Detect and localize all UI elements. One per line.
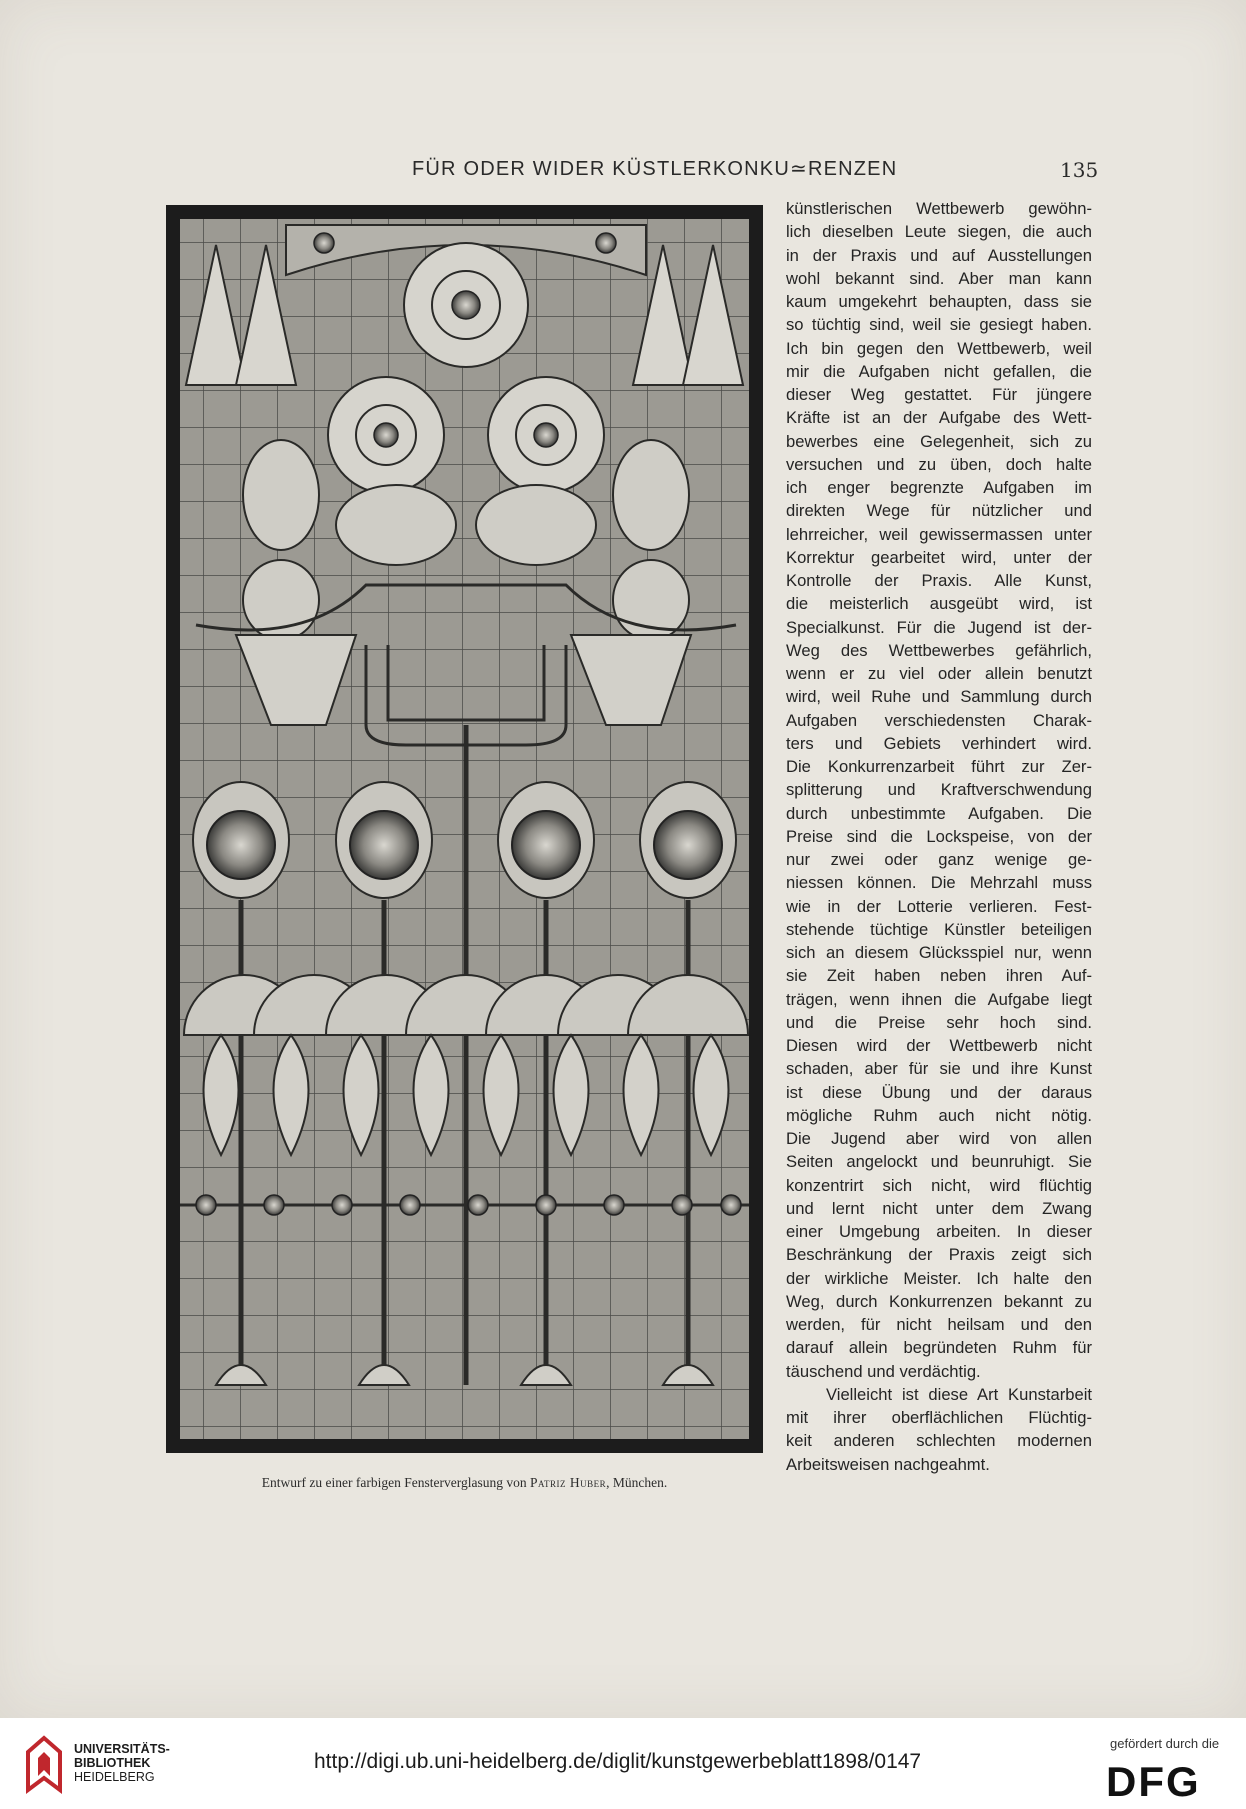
text-line: Ich bin gegen den Wettbewerb, weil xyxy=(786,338,1092,358)
text-line: so tüchtig sind, weil sie gesiegt haben. xyxy=(786,315,1092,335)
text-line: Beschränkung der Praxis zeigt sich xyxy=(786,1245,1092,1265)
text-line: Diesen wird der Wettbewerb nicht xyxy=(786,1036,1092,1055)
text-line: der wirkliche Meister. Ich halte den xyxy=(786,1268,1092,1288)
text-line: keit anderen schlechten modernen xyxy=(786,1431,1092,1451)
text-line: Specialkunst. Für die Jugend ist der- xyxy=(786,617,1092,637)
text-line: versuchen und zu üben, doch halte xyxy=(786,454,1092,474)
caption-artist: Patriz Huber xyxy=(529,1475,607,1490)
text-line: bewerbes eine Gelegenheit, sich zu xyxy=(786,431,1092,451)
caption-prefix: Entwurf zu einer farbigen Fensterverglasung von xyxy=(261,1475,527,1490)
text-line: sie Zeit haben neben ihren Auf- xyxy=(786,966,1092,986)
text-line: künstlerischen Wettbewerb gewöhn- xyxy=(786,199,1092,218)
text-line: Kontrolle der Praxis. Alle Kunst, xyxy=(786,571,1092,590)
text-line: Die Jugend aber wird von allen xyxy=(786,1129,1092,1148)
source-url-link[interactable]: http://digi.ub.uni-heidelberg.de/diglit/kunstgewerbeblatt1898/0147 xyxy=(314,1750,922,1773)
text-line: direkten Wege für nützlicher und xyxy=(786,501,1092,521)
text-line: Weg, durch Konkurrenzen bekannt zu xyxy=(786,1291,1092,1311)
dfg-logo: DFG xyxy=(1106,1758,1201,1805)
text-line: Aufgaben verschiedensten Charak- xyxy=(786,710,1092,730)
body-text-column xyxy=(786,197,1092,1476)
text-line: in der Praxis und auf Ausstellungen xyxy=(786,245,1092,265)
text-line: wie in der Lotterie verlieren. Fest- xyxy=(786,896,1092,916)
text-line: die meisterlich ausgeübt wird, ist xyxy=(786,594,1092,614)
text-line: schaden, aber für sie und ihre Kunst xyxy=(786,1059,1092,1079)
library-line-2: BIBLIOTHEK xyxy=(74,1756,151,1770)
text-line: und die Preise sehr hoch sind. xyxy=(786,1012,1092,1032)
text-line: Die Konkurrenzarbeit führt zur Zer- xyxy=(786,757,1092,776)
stained-glass-illustration xyxy=(166,205,763,1453)
text-line: wird, weil Ruhe und Sammlung durch xyxy=(786,687,1092,707)
text-line: Weg des Wettbewerbes gefährlich, xyxy=(786,640,1092,660)
text-line: kaum umgekehrt behaupten, dass sie xyxy=(786,292,1092,311)
text-line: Preise sind die Lockspeise, von der xyxy=(786,826,1092,846)
text-line: sich an diesem Glücksspiel nur, wenn xyxy=(786,943,1092,962)
text-line: mögliche Ruhm auch nicht nötig. xyxy=(786,1105,1092,1125)
library-name xyxy=(74,1742,170,1784)
stained-glass-drawing xyxy=(166,205,763,1453)
text-line: mit ihrer oberflächlichen Flüchtig- xyxy=(786,1408,1092,1427)
figure-caption xyxy=(166,1475,763,1491)
page-number: 135 xyxy=(1060,158,1099,182)
library-line-1: UNIVERSITÄTS- xyxy=(74,1742,170,1756)
text-line: und lernt nicht unter dem Zwang xyxy=(786,1198,1092,1218)
text-line: darauf allein begründeten Ruhm für xyxy=(786,1338,1092,1358)
text-line: nur zwei oder ganz wenige ge- xyxy=(786,850,1092,869)
text-line: einer Umgebung arbeiten. In dieser xyxy=(786,1222,1092,1241)
text-line: Vielleicht ist diese Art Kunstarbeit xyxy=(826,1384,1092,1404)
text-line: Kräfte ist an der Aufgabe des Wett- xyxy=(786,408,1092,428)
text-line: wohl bekannt sind. Aber man kann xyxy=(786,268,1092,288)
text-line: Seiten angelockt und beunruhigt. Sie xyxy=(786,1152,1092,1172)
text-line: lich dieselben Leute siegen, die auch xyxy=(786,222,1092,242)
running-head xyxy=(0,156,1246,186)
text-line: ters und Gebiets verhindert wird. xyxy=(786,733,1092,753)
text-line: mir die Aufgaben nicht gefallen, die xyxy=(786,361,1092,381)
library-line-3: HEIDELBERG xyxy=(74,1770,155,1784)
digitization-footer xyxy=(0,1718,1246,1809)
text-line: ich enger begrenzte Aufgaben im xyxy=(786,478,1092,497)
text-line: durch unbestimmte Aufgaben. Die xyxy=(786,803,1092,823)
funding-label: gefördert durch die xyxy=(1110,1736,1220,1751)
text-line: täuschend und verdächtig. xyxy=(786,1361,981,1381)
paragraph-1 xyxy=(786,197,1092,1383)
text-line: niessen können. Die Mehrzahl muss xyxy=(786,873,1092,893)
running-title: FÜR ODER WIDER KÜSTLERKONKU≃RENZEN xyxy=(412,158,898,180)
text-line: werden, für nicht heilsam und den xyxy=(786,1315,1092,1334)
text-line: dieser Weg gestattet. Für jüngere xyxy=(786,385,1092,404)
text-line: lehrreicher, weil gewissermassen unter xyxy=(786,524,1092,544)
text-line: Arbeitsweisen nachgeahmt. xyxy=(786,1454,990,1474)
university-library-logo-icon xyxy=(24,1734,64,1794)
paragraph-2 xyxy=(786,1383,1092,1476)
text-line: ist diese Übung und der daraus xyxy=(786,1082,1092,1102)
text-line: stehende tüchtige Künstler beteiligen xyxy=(786,919,1092,939)
text-line: konzentrirt sich nicht, wird flüchtig xyxy=(786,1175,1092,1195)
caption-suffix: , München. xyxy=(606,1475,668,1490)
text-line: wenn er zu viel oder allein benutzt xyxy=(786,664,1092,683)
text-line: Korrektur gearbeitet wird, unter der xyxy=(786,547,1092,567)
text-line: trägen, wenn ihnen die Aufgabe liegt xyxy=(786,989,1092,1009)
text-line: splitterung und Kraftverschwendung xyxy=(786,780,1092,800)
